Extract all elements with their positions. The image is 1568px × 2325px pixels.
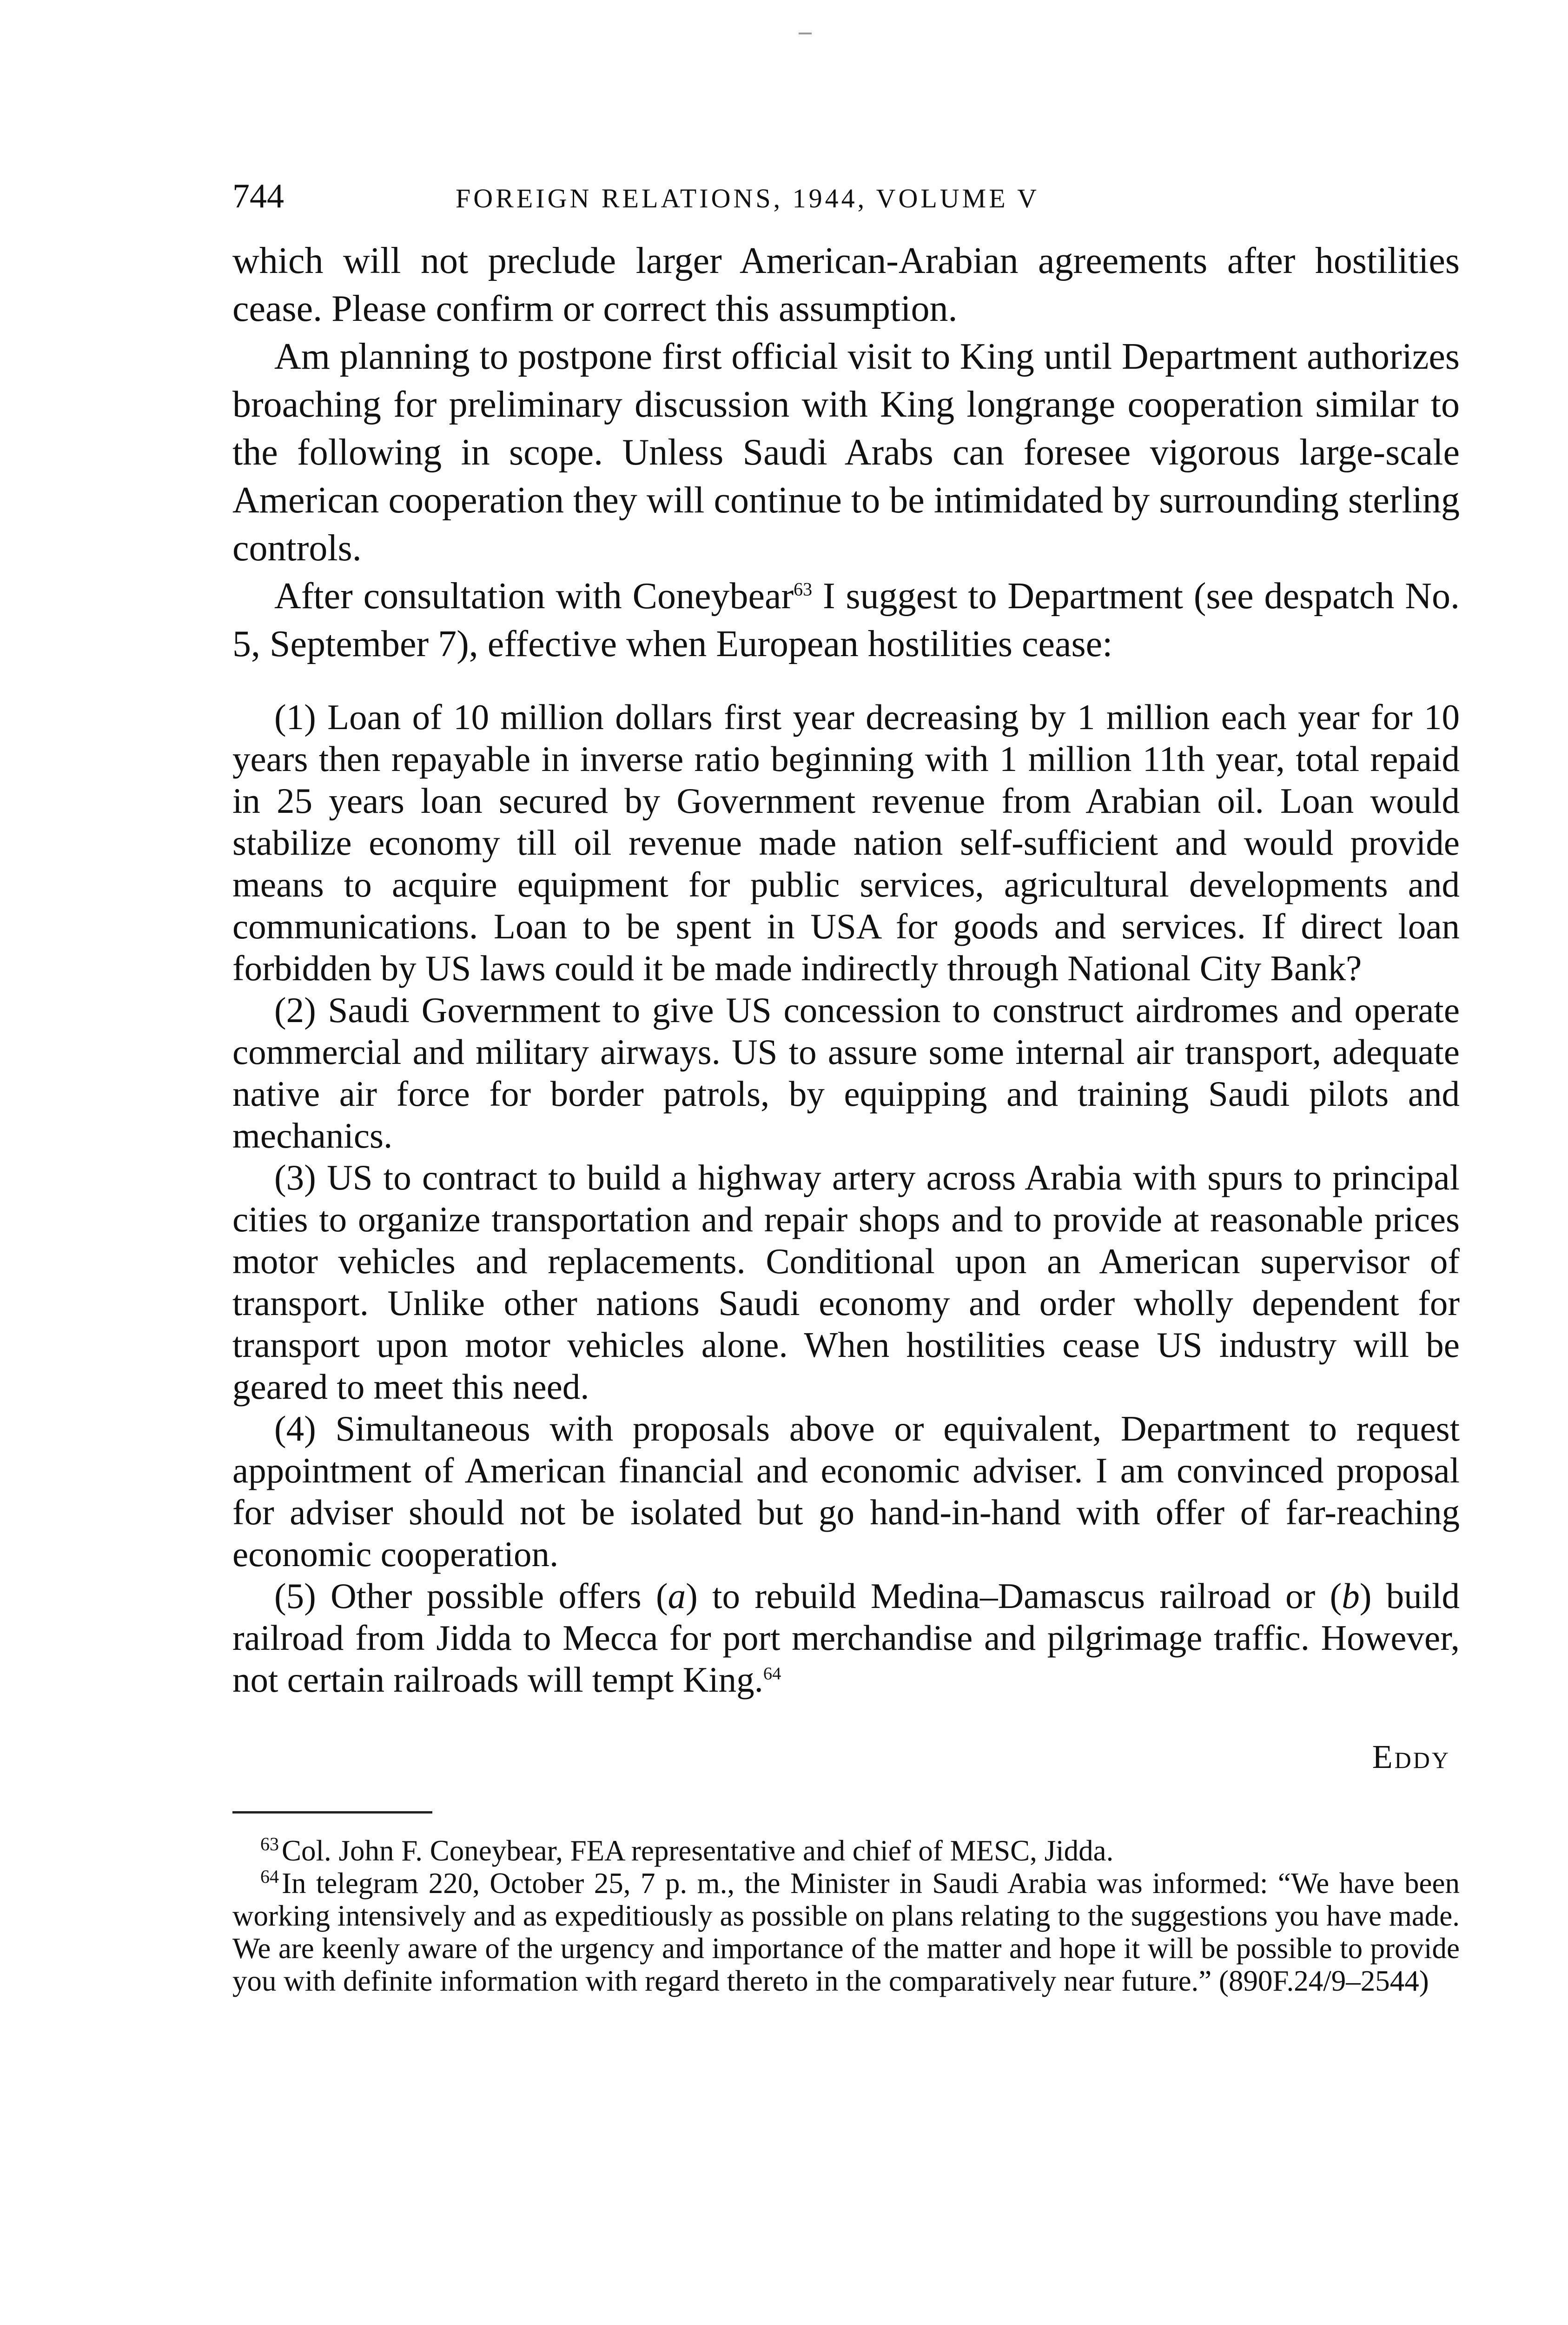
- body-paragraph-3-text: After consultation with Coneybear: [274, 576, 794, 617]
- footnote-ref-64[interactable]: 64: [763, 1664, 781, 1684]
- proposal-item-5-text-cont: ) to rebuild Medina–Damascus railroad or (: [686, 1576, 1342, 1616]
- footnote-text: Col. John F. Coneybear, FEA representative and chief of MESC, Jidda.: [282, 1834, 1114, 1867]
- proposal-item-5-letter-b: b: [1342, 1576, 1360, 1616]
- proposal-item-1: (1) Loan of 10 million dollars first year decreasing by 1 million each year for 10 years then repayable in inverse ratio beginning with 1 million 11th year, total repaid in 25 years loan secured by Government revenue from Arabian oil. Loan would stabilize economy till oil revenue made nation self-sufficient and would provide means to acquire equipment for public services, agricultural developments and communications. Loan to be spent in USA for goods and services. If direct loan forbidden by US laws could it be made indirectly through National City Bank?: [232, 697, 1460, 988]
- paragraph-gap: [232, 668, 1460, 696]
- signature-name: Eddy: [1372, 1738, 1450, 1775]
- body-paragraph-3: [232, 572, 1460, 668]
- body-paragraph-3-text-cont: I suggest to Department (see despatch No. 5, September 7), effective when European hostilities cease:: [232, 576, 1460, 664]
- footnote-63: [232, 1834, 1460, 1867]
- page-edge-mark: [799, 33, 812, 34]
- proposal-item-4: (4) Simultaneous with proposals above or equivalent, Department to request appointment of American financial and economic adviser. I am convinced proposal for adviser should not be isolated but go hand-in-hand with offer of far-reaching economic cooperation.: [232, 1408, 1460, 1574]
- running-head: FOREIGN RELATIONS, 1944, VOLUME V: [456, 183, 1039, 213]
- body-paragraph-2: Am planning to postpone first official visit to King until Department authorizes broaching for preliminary discussion with King longrange cooperation similar to the following in scope. Unless Saudi Arabs can foresee vigorous large-scale American cooperation they will continue to be intimidated by surrounding sterling controls.: [232, 336, 1460, 569]
- proposal-item-5-text: (5) Other possible offers (: [274, 1576, 668, 1616]
- document-page: [232, 177, 1460, 1997]
- footnote-divider: [232, 1811, 432, 1814]
- footnote-marker: 64: [260, 1866, 279, 1887]
- footnotes: [232, 1834, 1460, 1997]
- proposal-item-3: (3) US to contract to build a highway artery across Arabia with spurs to principal cities to organize transportation and repair shops and to provide at reasonable prices motor vehicles and replacements. Conditional upon an American supervisor of transport. Unlike other nations Saudi economy and order wholly dependent for transport upon motor vehicles alone. When hostilities cease US industry will be geared to meet this need.: [232, 1157, 1460, 1407]
- footnote-64: [232, 1867, 1460, 1997]
- body-paragraph-1: which will not preclude larger American-Arabian agreements after hostilities cease. Please confirm or correct this assumption.: [232, 240, 1460, 329]
- footnote-marker: 63: [260, 1833, 279, 1854]
- page-header: [232, 177, 1460, 228]
- footnote-text: In telegram 220, October 25, 7 p. m., the Minister in Saudi Arabia was informed: “We have been working intensively and as expeditiously as possible on plans relating to the suggestions you have made. We are keenly aware of the urgency and importance of the matter and hope it will be possible to provide you with definite information with regard thereto in the comparatively near future.” (890F.24/9–2544): [232, 1867, 1460, 1997]
- signature: [232, 1738, 1460, 1776]
- footnote-ref-63[interactable]: 63: [794, 578, 813, 600]
- proposal-item-2: (2) Saudi Government to give US concession to construct airdromes and operate commercial and military airways. US to assure some internal air transport, adequate native air force for border patrols, by equipping and training Saudi pilots and mechanics.: [232, 990, 1460, 1156]
- proposal-item-5: [232, 1575, 1460, 1701]
- page-number: 744: [232, 177, 284, 215]
- proposal-item-5-text-end: ) build railroad from Jidda to Mecca for port merchandise and pilgrimage traffic. However, not certain railroads will tempt King.: [232, 1576, 1460, 1700]
- proposal-list: [232, 696, 1460, 1701]
- proposal-item-5-letter-a: a: [668, 1576, 686, 1616]
- telegram-body: [232, 237, 1460, 696]
